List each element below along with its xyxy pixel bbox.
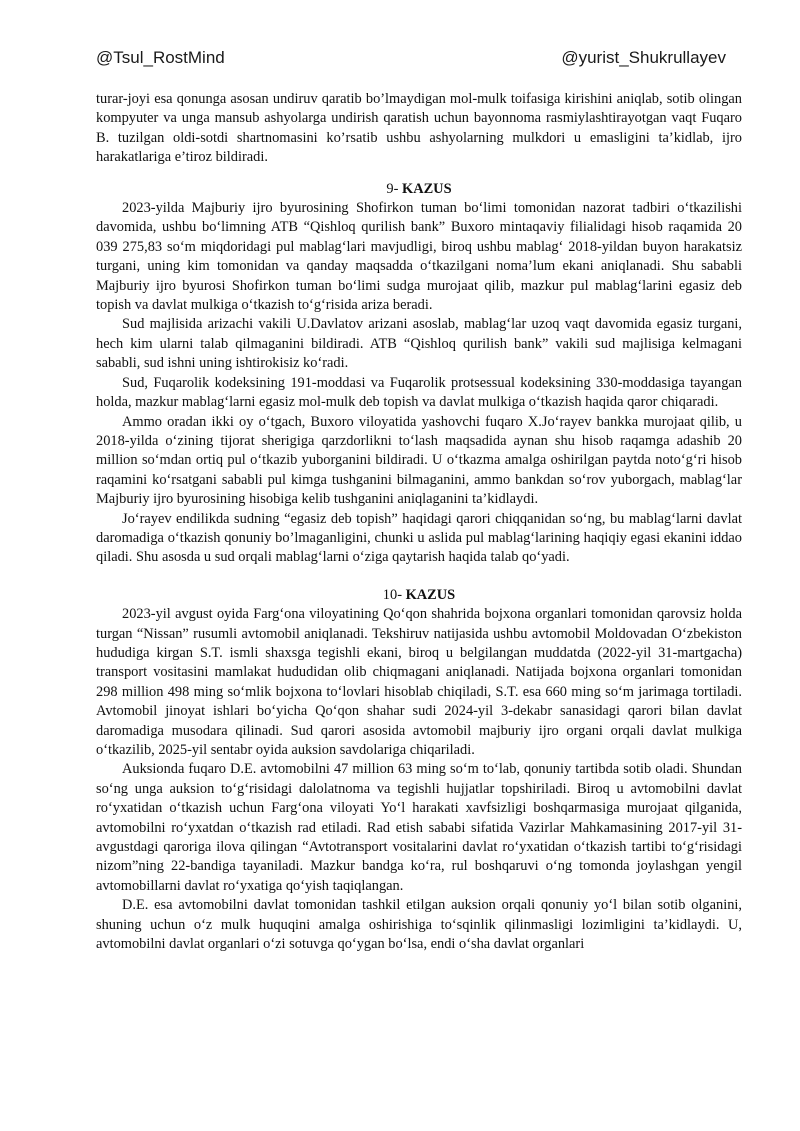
case-9-label: KAZUS <box>402 180 452 197</box>
page-header <box>96 48 726 68</box>
case-9-paragraph: Jo‘rayev endilikda sudning “egasiz deb topish” haqidagi qarori chiqqanidan so‘ng, bu mablag‘larni davlat daromadiga o‘tkazish qonuniy bo’lmaganligini, chunki u aslida pul mablag‘larining haqiqiy egasi ekanini iddao qiladi. Shu asosda u sud orqali mablag‘larni o‘ziga qaytarish haqida talab qo‘yadi. <box>96 510 742 566</box>
header-right-handle: @yurist_Shukrullayev <box>561 48 726 67</box>
case-9-paragraph: Sud, Fuqarolik kodeksining 191-moddasi va Fuqarolik protsessual kodeksining 330-moddasiga tayangan holda, mazkur mablag‘larni egasiz mol-mulk deb topish va davlat mulkiga o‘tkazish haqida qaror chiqaradi. <box>96 374 742 411</box>
case-10-label: KAZUS <box>405 586 456 603</box>
header-left-handle: @Tsul_RostMind <box>96 48 225 67</box>
case-10-paragraph: Auksionda fuqaro D.E. avtomobilni 47 million 63 ming so‘m to‘lab, qonuniy tartibda sotib oladi. Shundan so‘ng unga auksion to‘g‘risidagi dalolatnoma va tegishli hujjatlar topshiriladi. Biroq u avtomobilni davlat ro‘yxatidan o‘tkazish uchun Farg‘ona viloyati Yo‘l harakati xavfsizligi boshqarmasiga murojaat qilganida, avtomobilni ro‘yxatdan o‘tkazish rad etiladi. Rad etish sababi sifatida Vazirlar Mahkamasining 2017-yil 31-avgustdagi qaroriga ilova qilingan “Avtotransport vositalarini davlat ro‘yxatidan o‘tkazish tartibi to‘g‘risidagi nizom”ning 22-bandiga tayaniladi. Mazkur bandga ko‘ra, rul boshqaruvi o‘ng tomonda joylashgan yengil avtomobillarni davlat ro‘yxatiga qo‘yish taqiqlangan. <box>96 761 742 894</box>
document-body <box>96 90 742 954</box>
case-10-paragraph: 2023-yil avgust oyida Farg‘ona viloyatining Qo‘qon shahrida bojxona organlari tomonidan qarovsiz holda turgan “Nissan” rusumli avtomobil aniqlanadi. Tekshiruv natijasida ushbu avtomobil Moldovadan O‘zbekiston hududiga kirgan S.T. ismli shaxsga tegishli ekani, biroq u belgilangan muddatda (2022-yil 31-martgacha) transport vositasini mamlakat hududidan olib chiqmagani aniqlanadi. Natijada bojxona organlari tomonidan 298 million 498 ming so‘mlik bojxona to‘lovlari hisoblab chiqiladi, S.T. esa 660 ming so‘m jarimaga tortiladi. Avtomobil jinoyat ishlari bo‘yicha Qo‘qon shahar sudi 2024-yil 3-dekabr sanasidagi qarori bilan davlat daromadiga musodara qilinadi. Sud qarori asosida avtomobil majburiy ijro organi orqali davlat mulkiga o‘tkazilib, 2025-yil sentabr oyida auksion savdolariga chiqariladi. <box>96 606 742 758</box>
case-9-paragraph: Ammo oradan ikki oy o‘tgach, Buxoro viloyatida yashovchi fuqaro X.Jo‘rayev bankka murojaat qilib, u 2018-yilda o‘zining tijorat sherigiga qarzdorlikni to‘lash maqsadida aynan shu hisob raqamga adashib 20 million so‘mdan ortiq pul o‘tkazib yuborganini bildiradi. U o‘tkazma amalga oshirilgan paytda noto‘g‘ri hisob raqamini ko‘rsatgani sababli pul kimga tushganini bilmaganini, ammo bankdan so‘rov yuborgach, mablag‘lar Majburiy ijro byurosining hisobiga kelib tushganini aniqlaganini ta’kidlaydi. <box>96 413 742 508</box>
case-9-paragraph: 2023-yilda Majburiy ijro byurosining Shofirkon tuman bo‘limi tomonidan nazorat tadbiri o‘tkazilishi davomida, ushbu bo‘limning ATB “Qishloq qurilish bank” Buxoro mintaqaviy filialidagi hisob raqamida 20 039 275,83 so‘m miqdoridagi pul mablag‘lari mavjudligi, biroq ushbu mablag‘ 2018-yildan buyon harakatsiz turgani, uning kim tomonidan va qanday maqsadda o‘tkazilgani noma’lum ekani aniqlanadi. Shu sababli Majburiy ijro byurosi Shofirkon tuman bo‘limi sudga murojaat qilib, mazkur pul mablag‘larini egasiz deb topish va davlat mulkiga o‘tkazish to‘g‘risida ariza beradi. <box>96 200 742 314</box>
case-10-title <box>96 586 742 605</box>
case-9-number: 9- <box>386 180 399 197</box>
case-10-number: 10- <box>382 586 402 603</box>
case-9-paragraph: Sud majlisida arizachi vakili U.Davlatov arizani asoslab, mablag‘lar uzoq vaqt davomida egasiz turgani, hech kim ularni talab qilmaganini bildiradi. ATB “Qishloq qurilish bank” vakili sud majlisiga kelmagani sababli, sud ishni uning ishtirokisiz ko‘radi. <box>96 316 742 372</box>
case-9-title <box>96 180 742 199</box>
case-10-paragraph: D.E. esa avtomobilni davlat tomonidan tashkil etilgan auksion orqali qonuniy yo‘l bilan sotib olganini, shuning uchun o‘z mulk huquqini amalga oshirishiga to‘sqinlik qilinmasligi lozimligini ta’kidlaydi. U, avtomobilni davlat organlari o‘zi sotuvga qo‘ygan bo‘lsa, endi o‘sha davlat organlari <box>96 897 742 953</box>
intro-paragraph: turar-joyi esa qonunga asosan undiruv qaratib bo’lmaydigan mol-mulk toifasiga kirishini aniqlab, sotib olingan kompyuter va unga mansub ashyolarga undirish qaratish uchun bayonnoma rasmiylashtirayotgan vaqt Fuqaro B. tuzilgan oldi-sotdi shartnomasini ko’rsatib ushbu ashyolarning mulkdori u emasligini ta’kidlab, ijro harakatlariga e’tiroz bildiradi. <box>96 91 742 166</box>
